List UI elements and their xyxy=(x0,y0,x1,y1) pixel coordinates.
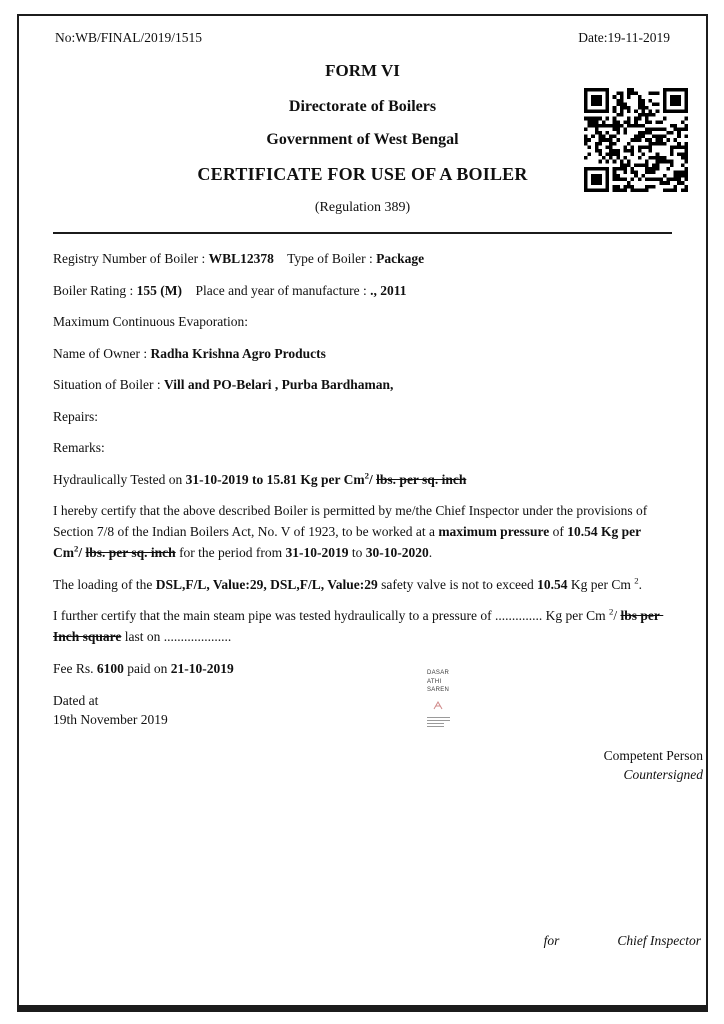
steam-pipe-paragraph: I further certify that the main steam pipe was tested hydraulically to a pressure of .............. Kg per Cm $^2$/ lbs per Inch square last on .................... xyxy=(53,606,664,644)
certificate-content xyxy=(53,24,672,997)
directorate-title: Directorate of Boilers xyxy=(288,98,437,115)
owner-line: Name of Owner : Radha Krishna Agro Products xyxy=(53,345,326,361)
dated-at-label: Dated at xyxy=(53,692,99,708)
signature-name-line: DASAR xyxy=(427,670,450,676)
certificate-title: CERTIFICATE FOR USE OF A BOILER xyxy=(197,164,528,184)
dated-at-value: 19th November 2019 xyxy=(53,711,168,727)
chief-inspector-signoff xyxy=(544,933,701,949)
title-block xyxy=(53,61,672,216)
remarks-line: Remarks: xyxy=(53,440,105,455)
digital-signature-stamp xyxy=(427,669,461,729)
form-title: FORM VI xyxy=(325,61,400,80)
document-number: No:WB/FINAL/2019/1515 xyxy=(55,30,202,45)
situation-line: Situation of Boiler : Vill and PO-Belari , Purba Bardhaman, xyxy=(53,377,394,392)
chief-inspector-label: Chief Inspector xyxy=(617,933,701,948)
qr-code-image xyxy=(584,88,688,192)
registry-type-line: Registry Number of Boiler : WBL12378 Type of Boiler : Package xyxy=(53,251,425,266)
signature-microtext xyxy=(427,720,450,722)
competent-person-label: Competent Person xyxy=(603,748,703,763)
safety-valve-line: The loading of the DSL,F/L, Value:29, DSL,F/L, Value:29 safety valve is not to exceed 10.54 Kg per Cm $^2$. xyxy=(53,575,643,592)
signature-name-line: ATHI xyxy=(427,678,442,685)
government-title: Government of West Bengal xyxy=(266,131,459,148)
evaporation-line: Maximum Continuous Evaporation: xyxy=(53,314,248,329)
repairs-line: Repairs: xyxy=(53,408,98,424)
signature-ribbon-icon xyxy=(433,697,461,715)
regulation-subtitle: (Regulation 389) xyxy=(314,200,411,215)
dated-block xyxy=(53,691,672,729)
signature-microtext xyxy=(427,726,444,728)
certification-paragraph: I hereby certify that the above described Boiler is permitted by me/the Chief Inspector under the provisions of Section 7/8 of the Indian Boilers Act, No. V of 1923, to be worked at a maximum pressure of 10.54 Kg per Cm$^2$/ lbs. per sq. inch for the period from 31-10-2019 to 30-10-2020. xyxy=(53,503,651,560)
signature-microtext xyxy=(427,723,444,725)
qr-code xyxy=(584,88,688,192)
fee-line: Fee Rs. 6100 paid on 21-10-2019 xyxy=(53,660,234,676)
document-date: Date:19-11-2019 xyxy=(578,30,670,45)
header-divider xyxy=(53,232,672,234)
countersigned-label: Countersigned xyxy=(623,767,703,782)
certificate-border-frame xyxy=(17,14,708,1012)
rating-manufacture-line: Boiler Rating : 155 (M) Place and year of manufacture : ., 2011 xyxy=(53,282,407,298)
signature-microtext xyxy=(427,717,450,719)
competent-person-block xyxy=(604,746,703,784)
certificate-body xyxy=(53,248,672,729)
header-row xyxy=(53,30,672,46)
for-label: for xyxy=(543,933,560,948)
hydraulic-test-line: Hydraulically Tested on 31-10-2019 to 15.81 Kg per Cm$^2$/ lbs. per sq. inch xyxy=(53,470,467,487)
signature-name-line: SAREN xyxy=(427,687,450,693)
